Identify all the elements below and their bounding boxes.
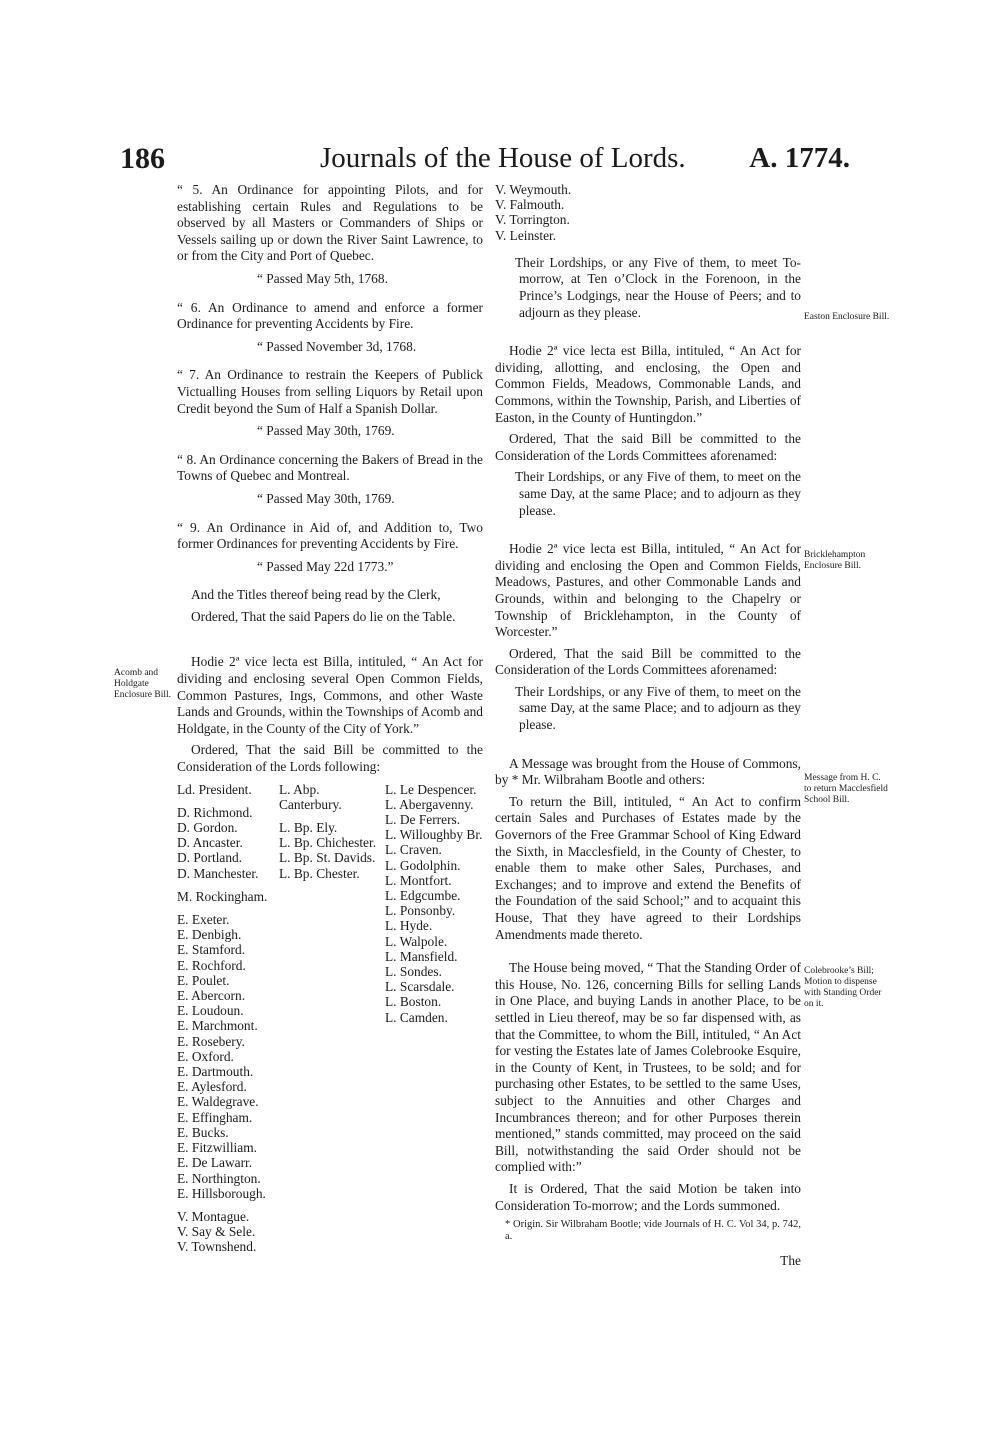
bricklehampton-ordered: Ordered, That the said Bill be committed to the Consideration of the Lords Committees aforenamed: [495, 645, 801, 678]
roster-column-1 [177, 782, 267, 1255]
roster-lord: L. Walpole. [385, 933, 448, 949]
page-number: 186 [120, 142, 165, 175]
roster-lord: E. De Lawarr. [177, 1155, 253, 1171]
roster-lord: M. Rockingham. [177, 888, 268, 904]
ordinance-9: “ 9. An Ordinance in Aid of, and Addition to, Two former Ordinances for preventing Accidents by Fire. [177, 519, 483, 552]
margin-note-bricklehampton: Bricklehampton Enclosure Bill. [804, 550, 866, 571]
roster-lord: E. Aylesford. [177, 1079, 247, 1095]
roster-lord: L. Bp. Chester. [279, 865, 360, 881]
roster-lord: L. Hyde. [385, 918, 433, 934]
ordinance-7: “ 7. An Ordinance to restrain the Keepers of Publick Victualling Houses from selling Liquors by Retail upon Credit beyond the Sum of Half a Spanish Dollar. [177, 367, 483, 416]
ordinance-9-passed: “ Passed May 22d 1773.” [257, 558, 394, 574]
bricklehampton-bill-entry: Hodie 2ª vice lecta est Billa, intituled, “ An Act for dividing and enclosing the Open and Common Fields, Meadows, Pastures, and other Commonable Lands and Grounds, within and belonging to the Chapelry or Township of Bricklehampton, in the County of Worcester.” [495, 541, 801, 640]
left-column [177, 182, 483, 1255]
roster-lord: Ld. President. [177, 781, 252, 797]
roster-lord: E. Fitzwilliam. [177, 1140, 257, 1156]
roster-lord: E. Abercorn. [177, 988, 246, 1004]
roster-lord: E. Exeter. [177, 912, 230, 928]
roster-lord: D. Ancaster. [177, 835, 243, 851]
easton-bill-entry: Hodie 2ª vice lecta est Billa, intituled, “ An Act for dividing, allotting, and enclosing, the Open and Common Fields, Meadows, Commonable Lands, and Commons, within the Township, Parish, and Liberties of Easton, in the County of Huntingdon.” [495, 343, 801, 425]
right-column [495, 182, 801, 1275]
roster-lord: L. Abp. Canterbury. [279, 781, 342, 812]
roster-column-3 [385, 782, 482, 1025]
margin-note-message: Message from H. C. to return Macclesfield School Bill. [804, 773, 888, 805]
meeting-instruction-3: Their Lordships, or any Five of them, to meet on the same Day, at the same Place; and to adjourn as they please. [515, 683, 801, 733]
roster-lord: V. Townshend. [177, 1239, 257, 1255]
ordinance-5-passed: “ Passed May 5th, 1768. [257, 270, 388, 286]
roster-lord: L. Sondes. [385, 964, 442, 980]
roster-lord: V. Montague. [177, 1208, 250, 1224]
titles-read: And the Titles thereof being read by the Clerk, [191, 587, 441, 603]
roster-lord: E. Bucks. [177, 1124, 229, 1140]
roster-lord: L. Ponsonby. [385, 903, 456, 919]
roster-lord: L. Mansfield. [385, 948, 458, 964]
acomb-ordered: Ordered, That the said Bill be committed to the Consideration of the Lords following: [177, 742, 483, 775]
roster-lord: L. Camden. [385, 1009, 448, 1025]
roster-lord: E. Denbigh. [177, 927, 242, 943]
motion-ordered: It is Ordered, That the said Motion be taken into Consideration To-morrow; and the Lords summoned. [495, 1180, 801, 1213]
ordered-papers: Ordered, That the said Papers do lie on the Table. [191, 608, 456, 624]
roster-lord: E. Waldegrave. [177, 1094, 259, 1110]
roster-lord: E. Poulet. [177, 972, 230, 988]
roster-lord: D. Manchester. [177, 865, 259, 881]
roster-lord: V. Say & Sele. [177, 1224, 256, 1240]
margin-note-colebrooke: Colebrooke’s Bill; Motion to dispense with Standing Order on it. [804, 966, 882, 1009]
roster-lord: L. Montfort. [385, 872, 452, 888]
roster-lord: L. Scarsdale. [385, 979, 455, 995]
roster-lord: D. Gordon. [177, 820, 238, 836]
page-year: A. 1774. [749, 142, 850, 174]
ordinance-6-passed: “ Passed November 3d, 1768. [257, 338, 417, 354]
roster-lord: L. Bp. Chichester. [279, 835, 377, 851]
margin-note-easton: Easton Enclosure Bill. [804, 312, 890, 322]
roster-continued [495, 182, 801, 243]
commons-message: A Message was brought from the House of Commons, by * Mr. Wilbraham Bootle and others: [495, 755, 801, 788]
acomb-bill-entry: Hodie 2ª vice lecta est Billa, intituled, “ An Act for dividing and enclosing several Open Common Fields, Common Pastures, Ings, Commons, and other Waste Lands and Grounds, within the Townships of Acomb and Holdgate, in the County of the City of York.” [177, 654, 483, 736]
roster-lord: E. Hillsborough. [177, 1185, 266, 1201]
ordinance-8-passed: “ Passed May 30th, 1769. [257, 490, 395, 506]
roster-lord: L. Boston. [385, 994, 442, 1010]
ordinance-5: “ 5. An Ordinance for appointing Pilots, and for establishing certain Rules and Regulations to be observed by all Masters or Commanders of Ships or Vessels sailing up or down the River Saint Lawrence, to or from the City and Port of Quebec. [177, 182, 483, 264]
easton-ordered: Ordered, That the said Bill be committed to the Consideration of the Lords Committees aforenamed: [495, 431, 801, 463]
lords-roster [177, 781, 483, 1255]
catchword: The [780, 1253, 801, 1269]
roster-lord: E. Rosebery. [177, 1033, 245, 1049]
roster-lord: E. Dartmouth. [177, 1064, 254, 1080]
roster-lord: L. De Ferrers. [385, 812, 461, 828]
roster-column-2 [279, 782, 379, 881]
roster-lord: L. Bp. St. Davids. [279, 850, 376, 866]
ordinance-6: “ 6. An Ordinance to amend and enforce a former Ordinance for preventing Accidents by Fire. [177, 299, 483, 332]
roster-lord: L. Edgcumbe. [385, 888, 461, 904]
running-head [120, 140, 850, 180]
roster-lord: L. Craven. [385, 842, 442, 858]
roster-lord: L. Abergavenny. [385, 796, 474, 812]
meeting-instruction-1: Their Lordships, or any Five of them, to meet To-morrow, at Ten o’Clock in the Forenoon, in the Prince’s Lodgings, near the House of Peers; and to adjourn as they please. [515, 254, 801, 320]
standing-order-motion: The House being moved, “ That the Standing Order of this House, No. 126, concerning Bills for selling Lands in One Place, and buying Lands in another Place, to be settled in Lieu thereof, may be so far dispensed with, as that the Committee, to whom the Bill, intituled, “ An Act for vesting the Estates late of James Colebrooke Esquire, in the County of Kent, in Trustees, to be sold; and for purchasing other Estates, to be settled to the same Uses, subject to the Annuities and other Charges and Incumbrances thereon; and for other Purposes therein mentioned,” stands committed, may proceed on the said Bill, notwithstanding the said Order should not be complied with:” [495, 960, 801, 1175]
return-bill: To return the Bill, intituled, “ An Act to confirm certain Sales and Purchases of Estates made by the Governors of the Free Grammar School of King Edward the Sixth, in Macclesfield, in the County of Chester, to enable them to make other Sales, Purchases, and Exchanges; and to improve and extend the Benefits of the Foundation of the said School;” and to acquaint this House, That they have agreed to their Lordships Amendments made thereto. [495, 793, 801, 942]
page-title: Journals of the House of Lords. [320, 142, 686, 174]
roster-lord: D. Richmond. [177, 804, 253, 820]
roster-lord: E. Northington. [177, 1170, 261, 1186]
roster-lord: V. Weymouth. [495, 182, 572, 197]
ordinance-8: “ 8. An Ordinance concerning the Bakers of Bread in the Towns of Quebec and Montreal. [177, 451, 483, 484]
roster-lord: D. Portland. [177, 850, 243, 866]
roster-lord: E. Oxford. [177, 1048, 234, 1064]
roster-lord: L. Le Despencer. [385, 781, 477, 797]
roster-lord: V. Falmouth. [495, 197, 565, 213]
ordinance-7-passed: “ Passed May 30th, 1769. [257, 423, 395, 439]
footnote: * Origin. Sir Wilbraham Bootle; vide Journals of H. C. Vol 34, p. 742, a. [505, 1219, 801, 1243]
roster-lord: E. Stamford. [177, 942, 246, 958]
roster-lord: E. Rochford. [177, 957, 246, 973]
margin-note-acomb: Acomb and Holdgate Enclosure Bill. [114, 668, 171, 700]
roster-lord: V. Leinster. [495, 227, 557, 243]
roster-lord: V. Torrington. [495, 212, 570, 228]
roster-lord: L. Godolphin. [385, 857, 461, 873]
roster-lord: E. Effingham. [177, 1109, 253, 1125]
meeting-instruction-2: Their Lordships, or any Five of them, to meet on the same Day, at the same Place; and to adjourn as they please. [515, 469, 801, 518]
roster-lord: L. Willoughby Br. [385, 827, 483, 843]
roster-lord: E. Loudoun. [177, 1003, 244, 1019]
roster-lord: E. Marchmont. [177, 1018, 258, 1034]
roster-lord: L. Bp. Ely. [279, 820, 338, 836]
